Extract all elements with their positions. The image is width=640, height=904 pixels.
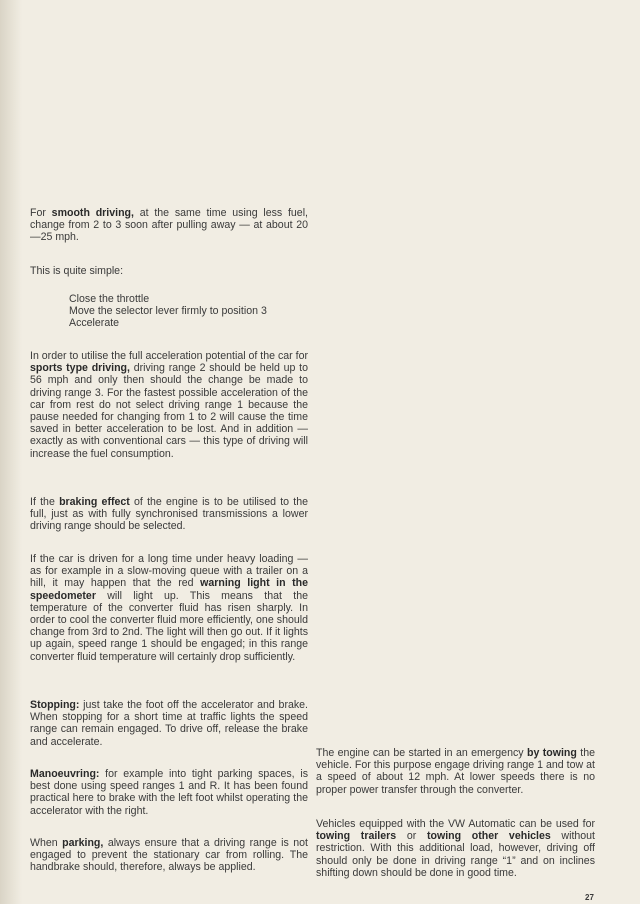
paragraph-smooth-driving: For smooth driving, at the same time using less fuel, change from 2 to 3 soon after pulling away — at about 20—25 mph.	[30, 207, 308, 244]
term-by-towing: by towing	[526, 747, 577, 759]
paragraph-simple: This is quite simple:	[30, 265, 124, 277]
paragraph-manoeuvring: Manoeuvring: for example into tight parking spaces, is best done using speed ranges 1 and R. It has been found practical here to brake with the left foot whilst operating the accelerator with the right.	[30, 768, 308, 817]
paragraph-braking-effect: If the braking effect of the engine is to be utilised to the full, just as with fully synchronised transmissions a lower driving range should be selected.	[30, 496, 309, 533]
paragraph-parking: When parking, always ensure that a driving range is not engaged to prevent the stationary car from rolling. The handbrake should, therefore, always be applied.	[30, 837, 309, 874]
term-stopping: Stopping:	[30, 699, 80, 711]
term-warning-light: warning light in the speedometer	[30, 577, 309, 602]
page-number: 27	[585, 893, 594, 902]
term-towing-other-vehicles: towing other vehicles	[426, 830, 551, 843]
paragraph-stopping: Stopping: just take the foot off the accelerator and brake. When stopping for a short time at traffic lights the speed range can remain engaged. To drive off, release the brake and accelerate.	[30, 699, 308, 748]
term-towing-trailers: towing trailers	[316, 830, 397, 843]
term-parking: parking,	[62, 837, 104, 849]
term-manoeuvring: Manoeuvring:	[30, 768, 100, 780]
paragraph-sports-driving: In order to utilise the full acceleration potential of the car for sports type driving, driving range 2 should be held up to 56 mph and only then should the change be made to driving range 3. For the fastest possible acceleration of the car from rest do not select driving range 1 because the pause needed for changing from 1 to 2 will cause the time saved in better acceleration to be lost. And in addition — exactly as with conventional cars — this type of driving will increase the fuel consumption.	[30, 350, 308, 460]
paragraph-warning-light: If the car is driven for a long time under heavy loading — as for example in a slow-moving queue with a trailer on a hill, it may happen that the red warning light in the speedometer will light up. This means that the temperature of the converter fluid has risen sharply. In order to cool the converter fluid more efficiently, one should change from 3rd to 2nd. The light will then go out. If it lights up again, speed range 1 should be engaged; in this range converter fluid temperature will certainly drop sufficiently.	[30, 553, 309, 663]
step-item: Close the throttle	[69, 293, 150, 305]
term-braking-effect: braking effect	[59, 496, 130, 508]
term-smooth-driving: smooth driving,	[51, 207, 134, 219]
paragraph-towing-trailers: Vehicles equipped with the VW Automatic can be used for towing trailers or towing other vehicles without restriction. With this additional load, however, driving off should only be done in driving range “1” and on inclines shifting down should be done in good time.	[316, 818, 596, 879]
binding-shadow	[0, 0, 22, 904]
steps-list	[69, 293, 267, 330]
term-sports-driving: sports type driving,	[30, 362, 130, 375]
step-item: Move the selector lever firmly to position 3	[69, 305, 267, 318]
paragraph-towing-start: The engine can be started in an emergency by towing the vehicle. For this purpose engage driving range 1 and tow at a speed of about 12 mph. At lower speeds there is no proper power transfer through the converter.	[316, 747, 595, 796]
step-item: Accelerate	[69, 317, 120, 330]
